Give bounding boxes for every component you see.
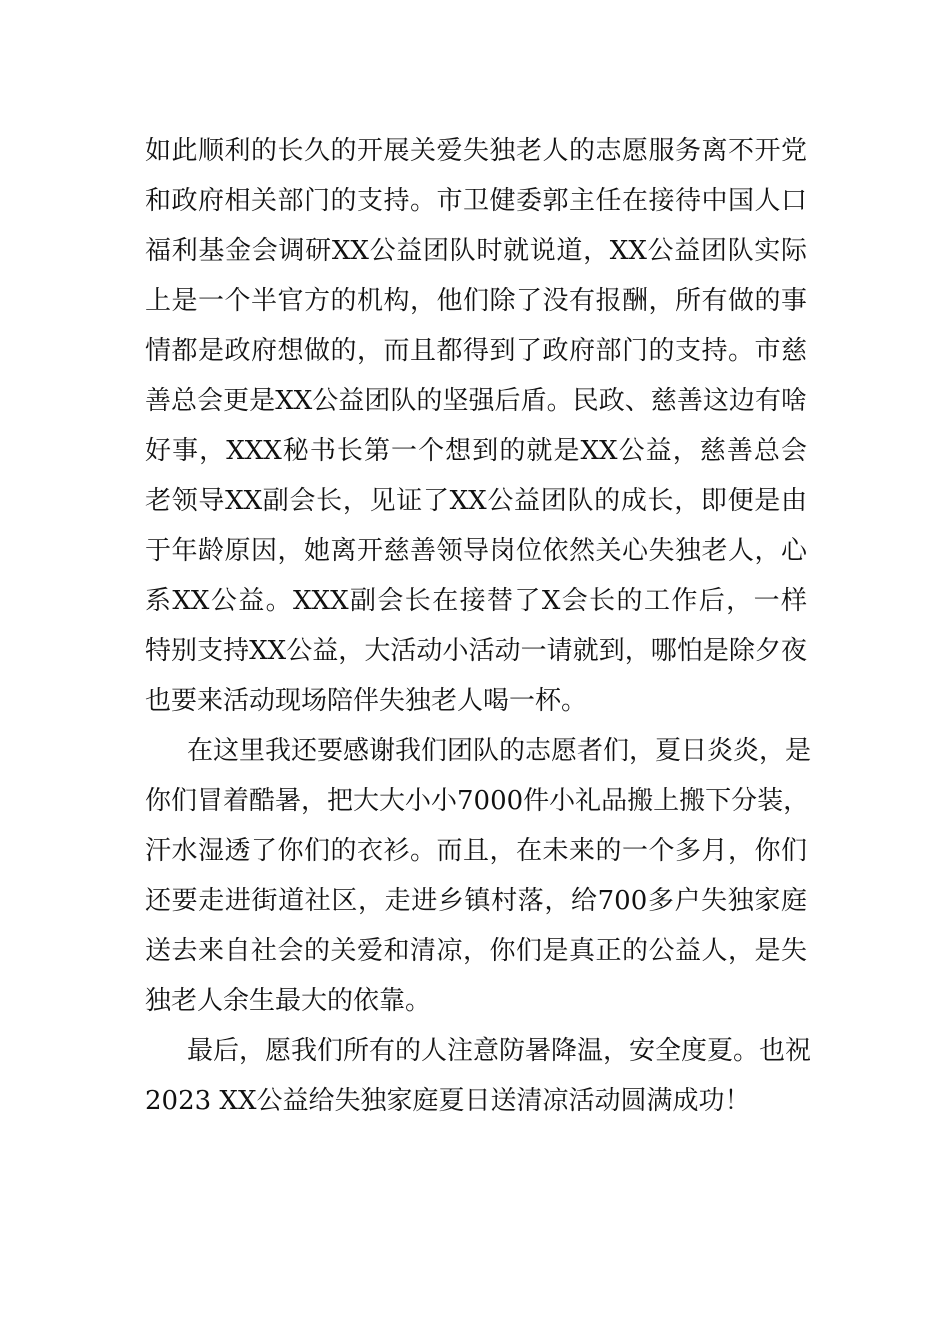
paragraph-line: 特别支持XX公益，大活动小活动一请就到，哪怕是除夕夜 (145, 636, 807, 666)
paragraph-line: 于年龄原因，她离开慈善领导岗位依然关心失独老人，心 (145, 536, 807, 566)
paragraph-line: 也要来活动现场陪伴失独老人喝一杯。 (145, 686, 588, 716)
paragraph-support (145, 126, 807, 726)
paragraph-line: 善总会更是XX公益团队的坚强后盾。民政、慈善这边有啥 (145, 386, 807, 416)
paragraph-line: 2023 XX公益给失独家庭夏日送清凉活动圆满成功！ (145, 1086, 751, 1116)
paragraph-line: 在这里我还要感谢我们团队的志愿者们，夏日炎炎，是 (187, 736, 812, 766)
paragraph-volunteers (145, 726, 812, 1026)
paragraph-line: 系XX公益。XXX副会长在接替了X会长的工作后，一样 (145, 586, 807, 616)
paragraph-line: 老领导XX副会长，见证了XX公益团队的成长，即便是由 (145, 486, 807, 516)
paragraph-line: 最后，愿我们所有的人注意防暑降温，安全度夏。也祝 (187, 1036, 812, 1066)
paragraph-line: 上是一个半官方的机构，他们除了没有报酬，所有做的事 (145, 286, 807, 316)
paragraph-line: 福利基金会调研XX公益团队时就说道，XX公益团队实际 (145, 236, 807, 266)
paragraph-line: 送去来自社会的关爱和清凉，你们是真正的公益人，是失 (145, 936, 807, 966)
paragraph-line: 你们冒着酷暑，把大大小小7000件小礼品搬上搬下分装， (145, 786, 810, 816)
paragraph-line: 汗水湿透了你们的衣衫。而且，在未来的一个多月，你们 (145, 836, 807, 866)
paragraph-line: 独老人余生最大的依靠。 (145, 986, 432, 1016)
paragraph-line: 和政府相关部门的支持。市卫健委郭主任在接待中国人口 (145, 186, 807, 216)
paragraph-line: 还要走进街道社区，走进乡镇村落，给700多户失独家庭 (145, 886, 807, 916)
paragraph-line: 好事，XXX秘书长第一个想到的就是XX公益，慈善总会 (145, 436, 807, 466)
document-body (145, 126, 812, 1126)
paragraph-closing (145, 1026, 812, 1126)
paragraph-line: 如此顺利的长久的开展关爱失独老人的志愿服务离不开党 (145, 136, 807, 166)
paragraph-line: 情都是政府想做的，而且都得到了政府部门的支持。市慈 (145, 336, 807, 366)
